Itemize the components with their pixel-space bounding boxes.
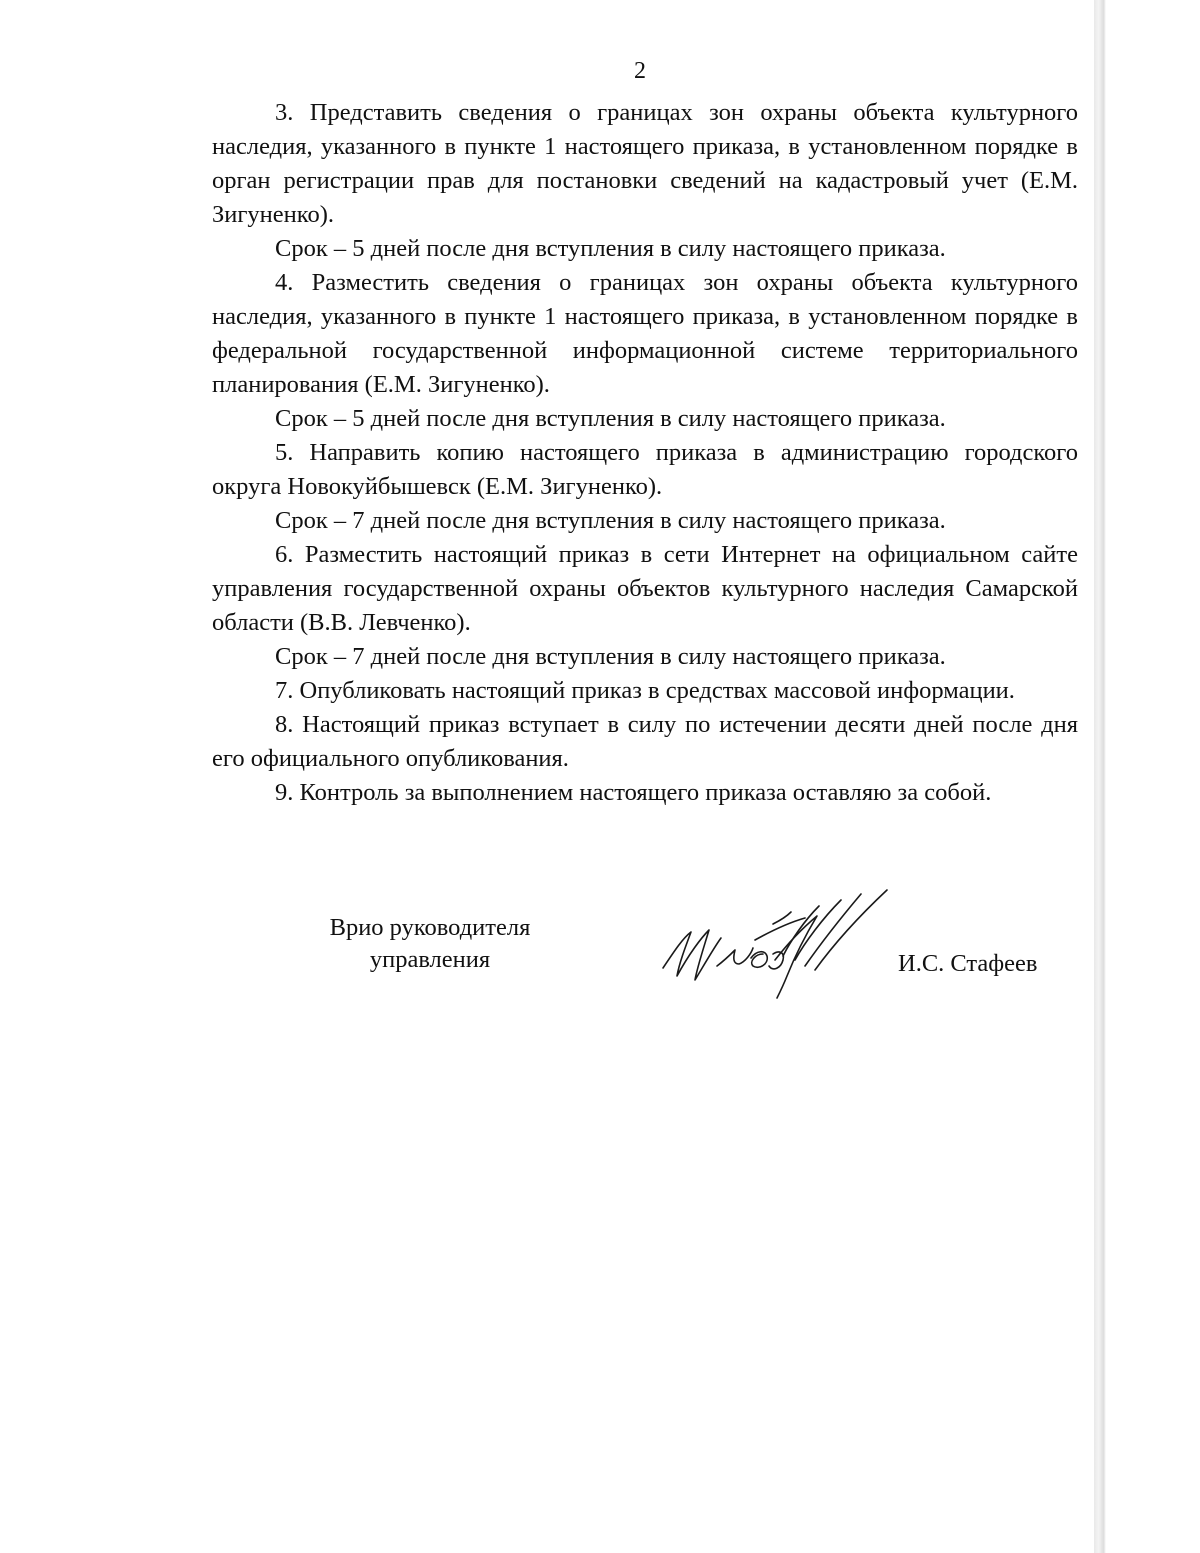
paragraph-item-4: 4. Разместить сведения о границах зон охраны объекта культурного наследия, указанного в пункте 1 настоящего приказа, в установленном порядке в федеральной государственной информационной системе территориального планирования (Е.М. Зигуненко).: [212, 269, 1078, 398]
deadline-item-5: Срок – 7 дней после дня вступления в силу настоящего приказа.: [275, 507, 946, 534]
deadline-item-3: Срок – 5 дней после дня вступления в силу настоящего приказа.: [275, 235, 946, 262]
document-body: [212, 96, 1078, 810]
deadline-item-4: Срок – 5 дней после дня вступления в силу настоящего приказа.: [275, 405, 946, 432]
page-number: 2: [634, 58, 646, 84]
signatory-title: [300, 912, 560, 976]
deadline-item-6: Срок – 7 дней после дня вступления в силу настоящего приказа.: [275, 643, 946, 670]
paragraph-item-7: 7. Опубликовать настоящий приказ в средствах массовой информации.: [275, 677, 1015, 704]
handwritten-signature-image: [655, 880, 895, 1010]
scan-edge: [1094, 0, 1106, 1553]
paragraph-item-9: 9. Контроль за выполнением настоящего приказа оставляю за собой.: [275, 779, 992, 806]
paragraph-item-3: 3. Представить сведения о границах зон охраны объекта культурного наследия, указанного в пункте 1 настоящего приказа, в установленном порядке в орган регистрации прав для постановки сведений на кадастровый учет (Е.М. Зигуненко).: [212, 99, 1078, 228]
signatory-name: И.С. Стафеев: [898, 950, 1038, 977]
paragraph-item-6: 6. Разместить настоящий приказ в сети Интернет на официальном сайте управления государственной охраны объектов культурного наследия Самарской области (В.В. Левченко).: [212, 541, 1078, 636]
signatory-title-line1: Врио руководителя: [329, 914, 531, 941]
paragraph-item-8: 8. Настоящий приказ вступает в силу по истечении десяти дней после дня его официального опубликования.: [212, 711, 1078, 772]
paragraph-item-5: 5. Направить копию настоящего приказа в администрацию городского округа Новокуйбышевск (Е.М. Зигуненко).: [212, 439, 1078, 500]
signatory-title-line2: управления: [369, 946, 491, 973]
